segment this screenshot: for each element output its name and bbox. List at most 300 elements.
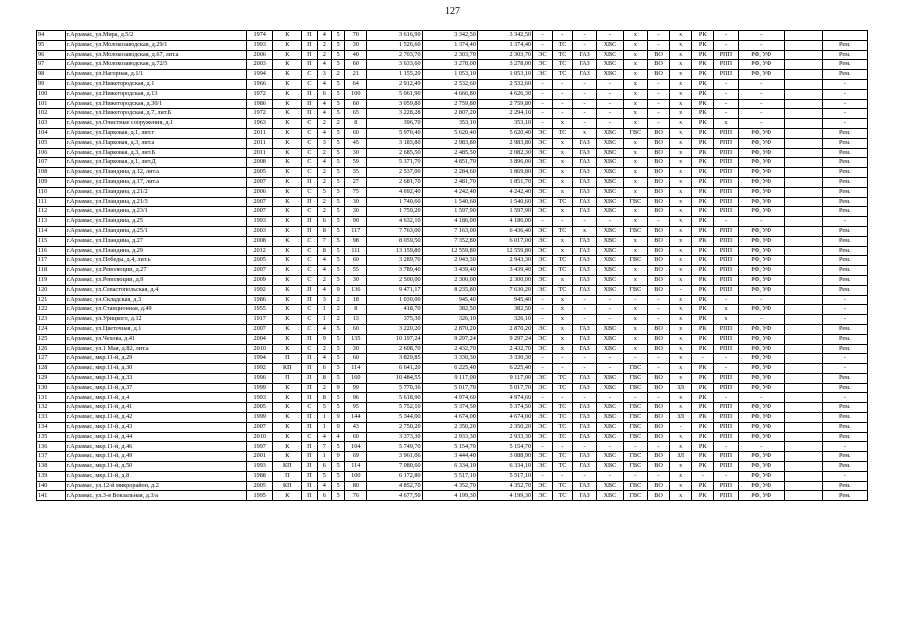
- table-cell: РФ, УФ: [738, 207, 784, 217]
- table-cell: 5: [332, 217, 345, 227]
- table-cell: [784, 305, 822, 315]
- table-cell: 60: [345, 432, 367, 442]
- table-row: [37, 295, 868, 305]
- table-cell: х: [623, 148, 647, 158]
- table-cell: 3 330,30: [477, 354, 532, 364]
- table-cell: 3 228,28: [367, 109, 422, 119]
- table-cell: ГВС: [623, 452, 647, 462]
- table-cell: х: [552, 305, 572, 315]
- table-cell: ХВС: [597, 462, 624, 472]
- table-cell: 30: [345, 275, 367, 285]
- table-cell: -: [647, 393, 669, 403]
- table-cell: [784, 344, 822, 354]
- table-cell: г.Арзамас, ул.Нижегородская, д.1: [65, 79, 246, 89]
- table-cell: 138: [37, 462, 66, 472]
- table-cell: П: [302, 413, 317, 423]
- table-cell: 2: [332, 315, 345, 325]
- table-cell: П: [273, 373, 302, 383]
- table-cell: -: [714, 109, 738, 119]
- table-cell: х: [552, 177, 572, 187]
- table-cell: ХВС: [597, 422, 624, 432]
- table-cell: ТС: [552, 197, 572, 207]
- table-cell: 1 374,40: [422, 40, 477, 50]
- table-cell: ГАЗ: [572, 413, 596, 423]
- table-cell: ГАЗ: [572, 207, 596, 217]
- table-cell: 5: [332, 79, 345, 89]
- table-cell: 5: [332, 491, 345, 501]
- table-cell: 1986: [246, 99, 273, 109]
- table-cell: 2: [317, 177, 331, 187]
- table-cell: 7 352,80: [422, 236, 477, 246]
- table-cell: [784, 207, 822, 217]
- table-cell: [784, 364, 822, 374]
- table-cell: -: [533, 79, 553, 89]
- table-cell: г.Арзамас, ул.Молокозаводская, д.67, лит.а: [65, 50, 246, 60]
- table-cell: РК: [692, 432, 714, 442]
- table-cell: х: [552, 187, 572, 197]
- table-cell: [784, 491, 822, 501]
- table-cell: Рем.: [822, 344, 867, 354]
- table-cell: 1966: [246, 79, 273, 89]
- table-cell: 5: [332, 471, 345, 481]
- table-cell: 99: [345, 383, 367, 393]
- table-cell: 4 352,70: [422, 481, 477, 491]
- table-cell: 2: [317, 383, 331, 393]
- table-row: [37, 70, 868, 80]
- table-cell: РК: [692, 40, 714, 50]
- table-row: [37, 275, 868, 285]
- table-cell: Рем.: [822, 383, 867, 393]
- table-cell: 6: [317, 491, 331, 501]
- table-cell: -: [647, 99, 669, 109]
- table-cell: РК: [692, 246, 714, 256]
- table-cell: 4: [317, 256, 331, 266]
- table-cell: РФ, УФ: [738, 197, 784, 207]
- table-cell: 1 597,90: [477, 207, 532, 217]
- table-cell: х: [714, 119, 738, 129]
- table-cell: х: [623, 40, 647, 50]
- table-cell: х: [623, 315, 647, 325]
- table-cell: -: [647, 315, 669, 325]
- table-row: [37, 226, 868, 236]
- table-cell: ЭС: [533, 491, 553, 501]
- table-cell: -: [572, 109, 596, 119]
- table-cell: -: [647, 119, 669, 129]
- table-cell: г.Арзамас, ул.Молокозаводская, д.29/1: [65, 40, 246, 50]
- table-cell: ХВС: [597, 266, 624, 276]
- table-cell: -: [738, 442, 784, 452]
- table-cell: х: [623, 31, 647, 41]
- table-row: [37, 177, 868, 187]
- table-cell: 4: [317, 324, 331, 334]
- table-row: [37, 481, 868, 491]
- table-cell: Рем.: [822, 373, 867, 383]
- table-cell: 18: [345, 295, 367, 305]
- table-cell: П: [302, 452, 317, 462]
- table-cell: 2 983,80: [477, 138, 532, 148]
- table-cell: 1997: [246, 442, 273, 452]
- table-cell: [784, 109, 822, 119]
- table-cell: -: [533, 109, 553, 119]
- table-cell: 4 632,10: [367, 217, 422, 227]
- table-cell: -: [552, 31, 572, 41]
- table-cell: х: [623, 236, 647, 246]
- table-cell: г.Арзамас, ул.Парковая, д.3, лит.Б: [65, 148, 246, 158]
- table-cell: -: [822, 364, 867, 374]
- table-cell: РФ, УФ: [738, 403, 784, 413]
- table-cell: х: [714, 305, 738, 315]
- table-cell: -: [822, 354, 867, 364]
- table-row: [37, 128, 868, 138]
- table-cell: х: [623, 50, 647, 60]
- table-cell: РФ, УФ: [738, 246, 784, 256]
- table-cell: 1994: [246, 70, 273, 80]
- table-cell: 2005: [246, 168, 273, 178]
- table-cell: х: [670, 177, 692, 187]
- table-cell: ГВС: [623, 197, 647, 207]
- table-cell: РПП: [714, 256, 738, 266]
- table-cell: 5: [332, 60, 345, 70]
- table-cell: [784, 295, 822, 305]
- table-cell: ЭС: [533, 481, 553, 491]
- table-cell: 2 294,10: [477, 109, 532, 119]
- table-cell: -: [597, 315, 624, 325]
- table-cell: ЭС: [533, 70, 553, 80]
- table-cell: ХВС: [597, 413, 624, 423]
- table-cell: -: [572, 31, 596, 41]
- table-cell: 1917: [246, 315, 273, 325]
- table-cell: 2 912,49: [367, 79, 422, 89]
- table-cell: 5: [332, 403, 345, 413]
- table-cell: 3 289,70: [367, 256, 422, 266]
- table-cell: П: [302, 177, 317, 187]
- table-cell: 9 297,24: [422, 334, 477, 344]
- table-cell: г.Арзамас, ул.Станционная, д.49: [65, 305, 246, 315]
- table-cell: 2003: [246, 60, 273, 70]
- table-cell: 382,50: [422, 305, 477, 315]
- table-cell: х: [670, 99, 692, 109]
- table-cell: г.Арзамас, ул.1 Мая, д.82, лит.а: [65, 344, 246, 354]
- table-cell: [784, 422, 822, 432]
- table-cell: -: [552, 364, 572, 374]
- table-cell: К: [273, 226, 302, 236]
- table-cell: 1986: [246, 295, 273, 305]
- table-cell: РК: [692, 138, 714, 148]
- table-cell: -: [714, 364, 738, 374]
- table-cell: г.Арзамас, мкр.11-й, д.29: [65, 354, 246, 364]
- table-cell: -: [822, 442, 867, 452]
- table-cell: ВО: [647, 403, 669, 413]
- table-cell: РФ, УФ: [738, 383, 784, 393]
- table-cell: 5: [332, 40, 345, 50]
- table-cell: г.Арзамас, ул.Пландина, д.29: [65, 246, 246, 256]
- table-row: [37, 236, 868, 246]
- table-cell: 3 278,00: [477, 60, 532, 70]
- table-cell: РФ, УФ: [738, 471, 784, 481]
- table-cell: РФ, УФ: [738, 344, 784, 354]
- table-cell: 1955: [246, 305, 273, 315]
- table-cell: г.Арзамас, ул.Победы, д.4, лит.ь: [65, 256, 246, 266]
- table-cell: 2 432,70: [422, 344, 477, 354]
- table-cell: Рем.: [822, 246, 867, 256]
- table-cell: 1: [317, 305, 331, 315]
- table-cell: г.Арзамас, ул.Чехова, д.41: [65, 334, 246, 344]
- table-cell: 6: [317, 364, 331, 374]
- table-row: [37, 354, 868, 364]
- table-cell: 1 759,20: [367, 207, 422, 217]
- table-cell: ЭС: [533, 324, 553, 334]
- table-cell: 2006: [246, 50, 273, 60]
- table-cell: ТС: [552, 60, 572, 70]
- table-cell: РФ, УФ: [738, 373, 784, 383]
- table-cell: ГАЗ: [572, 256, 596, 266]
- table-cell: -: [647, 89, 669, 99]
- table-cell: 4 677,50: [367, 491, 422, 501]
- table-cell: ГВС: [623, 432, 647, 442]
- table-cell: ЗЛ: [670, 383, 692, 393]
- table-cell: ТС: [552, 422, 572, 432]
- table-cell: 5: [332, 442, 345, 452]
- table-cell: [784, 197, 822, 207]
- table-cell: 1 526,60: [367, 40, 422, 50]
- table-cell: КП: [273, 462, 302, 472]
- table-cell: ХВС: [597, 403, 624, 413]
- table-cell: 4: [317, 60, 331, 70]
- table-cell: С: [302, 432, 317, 442]
- table-cell: х: [670, 70, 692, 80]
- table-cell: ГАЗ: [572, 197, 596, 207]
- table-cell: 80: [345, 481, 367, 491]
- table-cell: -: [597, 31, 624, 41]
- table-cell: [822, 31, 867, 41]
- table-cell: ЭС: [533, 197, 553, 207]
- table-cell: 3 183,80: [367, 138, 422, 148]
- table-cell: ХВС: [597, 285, 624, 295]
- table-cell: 5: [332, 324, 345, 334]
- table-row: [37, 344, 868, 354]
- table-cell: -: [533, 354, 553, 364]
- table-cell: К: [273, 119, 302, 129]
- table-cell: ХВС: [597, 128, 624, 138]
- table-cell: ЭС: [533, 422, 553, 432]
- table-cell: РК: [692, 158, 714, 168]
- table-cell: г.Арзамас, ул.Пландина, д.12, лит.а: [65, 168, 246, 178]
- table-cell: РФ, УФ: [738, 177, 784, 187]
- table-cell: 2007: [246, 177, 273, 187]
- table-cell: х: [670, 40, 692, 50]
- table-cell: К: [273, 305, 302, 315]
- table-cell: С: [302, 344, 317, 354]
- table-row: [37, 79, 868, 89]
- table-cell: -: [533, 40, 553, 50]
- table-cell: ГАЗ: [572, 285, 596, 295]
- table-cell: ВО: [647, 256, 669, 266]
- table-cell: 12 559,80: [477, 246, 532, 256]
- table-cell: 2 485,50: [422, 148, 477, 158]
- table-cell: С: [302, 403, 317, 413]
- table-cell: [784, 128, 822, 138]
- table-cell: г.Арзамас, ул.Парковая, д.1, лит.г: [65, 128, 246, 138]
- table-cell: 3 789,40: [367, 266, 422, 276]
- table-cell: 2 350,20: [422, 422, 477, 432]
- table-cell: РК: [692, 305, 714, 315]
- table-cell: Рем.: [822, 138, 867, 148]
- table-cell: 4: [317, 285, 331, 295]
- table-cell: ГАЗ: [572, 70, 596, 80]
- table-cell: х: [670, 89, 692, 99]
- table-cell: -: [533, 89, 553, 99]
- table-cell: 9: [332, 285, 345, 295]
- table-cell: Рем.: [822, 481, 867, 491]
- table-cell: Рем.: [822, 128, 867, 138]
- table-cell: ГАЗ: [572, 481, 596, 491]
- table-cell: П: [302, 285, 317, 295]
- table-cell: г.Арзамас, мкр.11-й, д.8: [65, 471, 246, 481]
- table-cell: К: [273, 285, 302, 295]
- table-cell: -: [714, 31, 738, 41]
- table-cell: г.Арзамас, ул.Парковая, д.3, лит.а: [65, 138, 246, 148]
- table-cell: ГВС: [623, 364, 647, 374]
- table-cell: -: [572, 40, 596, 50]
- table-cell: х: [552, 138, 572, 148]
- table-cell: 5 017,70: [422, 383, 477, 393]
- table-cell: РПП: [714, 266, 738, 276]
- table-cell: 7 080,60: [367, 462, 422, 472]
- table-cell: 1992: [246, 285, 273, 295]
- table-cell: 127: [37, 354, 66, 364]
- table-cell: 69: [345, 452, 367, 462]
- table-cell: 60: [345, 256, 367, 266]
- table-cell: 9 471,17: [367, 285, 422, 295]
- table-cell: 5: [332, 226, 345, 236]
- table-row: [37, 138, 868, 148]
- table-body: [37, 31, 868, 501]
- table-cell: 104: [345, 442, 367, 452]
- table-cell: РК: [692, 256, 714, 266]
- table-cell: 5: [332, 158, 345, 168]
- table-cell: 9 117,00: [477, 373, 532, 383]
- table-cell: 135: [37, 432, 66, 442]
- table-cell: РК: [692, 275, 714, 285]
- table-cell: ВО: [647, 373, 669, 383]
- table-row: [37, 168, 868, 178]
- table-cell: 112: [37, 207, 66, 217]
- table-cell: К: [273, 109, 302, 119]
- table-cell: 3 439,40: [422, 266, 477, 276]
- table-cell: 2 983,80: [422, 138, 477, 148]
- table-row: [37, 89, 868, 99]
- table-cell: х: [670, 334, 692, 344]
- table-cell: ВО: [647, 344, 669, 354]
- table-cell: 1963: [246, 119, 273, 129]
- table-cell: 5: [332, 364, 345, 374]
- table-cell: 2 303,70: [422, 50, 477, 60]
- table-cell: ГАЗ: [572, 187, 596, 197]
- table-cell: ХВС: [597, 452, 624, 462]
- table-cell: 2 432,70: [477, 344, 532, 354]
- table-cell: 2001: [246, 452, 273, 462]
- table-cell: х: [670, 50, 692, 60]
- table-cell: х: [670, 168, 692, 178]
- table-cell: 103: [37, 119, 66, 129]
- table-cell: -: [822, 79, 867, 89]
- table-cell: 5 620,40: [422, 128, 477, 138]
- table-cell: Рем.: [822, 285, 867, 295]
- table-cell: К: [273, 79, 302, 89]
- table-cell: г.Арзамас, ул.Пландина, д.25: [65, 217, 246, 227]
- table-cell: П: [302, 197, 317, 207]
- table-cell: П: [302, 422, 317, 432]
- table-cell: -: [822, 217, 867, 227]
- table-cell: ЭС: [533, 403, 553, 413]
- table-cell: ТС: [552, 285, 572, 295]
- table-cell: 5: [332, 187, 345, 197]
- table-cell: К: [273, 40, 302, 50]
- table-cell: х: [623, 60, 647, 70]
- table-cell: 114: [345, 462, 367, 472]
- table-cell: РПП: [714, 324, 738, 334]
- table-cell: РФ, УФ: [738, 422, 784, 432]
- table-cell: 117: [37, 256, 66, 266]
- table-cell: 136: [37, 442, 66, 452]
- table-cell: 102: [37, 109, 66, 119]
- table-cell: х: [670, 119, 692, 129]
- table-cell: 119: [37, 275, 66, 285]
- table-row: [37, 217, 868, 227]
- table-cell: 3 439,40: [477, 266, 532, 276]
- table-cell: -: [623, 354, 647, 364]
- table-cell: П: [302, 40, 317, 50]
- table-cell: 100: [345, 89, 367, 99]
- table-cell: 6: [317, 462, 331, 472]
- table-cell: С: [302, 315, 317, 325]
- table-cell: г.Арзамас, ул.Парковая, д.1, лит.Д: [65, 158, 246, 168]
- table-cell: К: [273, 187, 302, 197]
- table-cell: 9: [332, 452, 345, 462]
- table-cell: 60: [345, 324, 367, 334]
- table-cell: 418,70: [367, 305, 422, 315]
- table-cell: 55: [345, 266, 367, 276]
- table-cell: 6 172,80: [367, 471, 422, 481]
- table-cell: ЭС: [533, 413, 553, 423]
- table-cell: 45: [345, 138, 367, 148]
- table-cell: -: [714, 79, 738, 89]
- table-cell: г.Арзамас, ул.3-я Вокзальная, д.3/а: [65, 491, 246, 501]
- table-cell: -: [738, 31, 784, 41]
- table-cell: ХВС: [597, 373, 624, 383]
- table-cell: 5: [332, 344, 345, 354]
- table-cell: г.Арзамас, ул.Севастопольская, д.4: [65, 285, 246, 295]
- table-cell: ВО: [647, 226, 669, 236]
- table-cell: ЭС: [533, 334, 553, 344]
- table-cell: 40: [345, 50, 367, 60]
- table-cell: 98: [345, 236, 367, 246]
- table-cell: ГВС: [623, 226, 647, 236]
- table-cell: 5 770,36: [367, 383, 422, 393]
- table-cell: г.Арзамас, ул.Пландина, д.23/1: [65, 207, 246, 217]
- table-cell: 10 484,55: [367, 373, 422, 383]
- table-cell: [784, 324, 822, 334]
- table-cell: РПП: [714, 168, 738, 178]
- table-cell: РФ, УФ: [738, 364, 784, 374]
- table-cell: 100: [37, 89, 66, 99]
- table-cell: [784, 246, 822, 256]
- table-cell: К: [273, 128, 302, 138]
- table-cell: -: [572, 89, 596, 99]
- table-cell: 3 088,90: [477, 452, 532, 462]
- table-cell: -: [714, 471, 738, 481]
- table-cell: -: [670, 422, 692, 432]
